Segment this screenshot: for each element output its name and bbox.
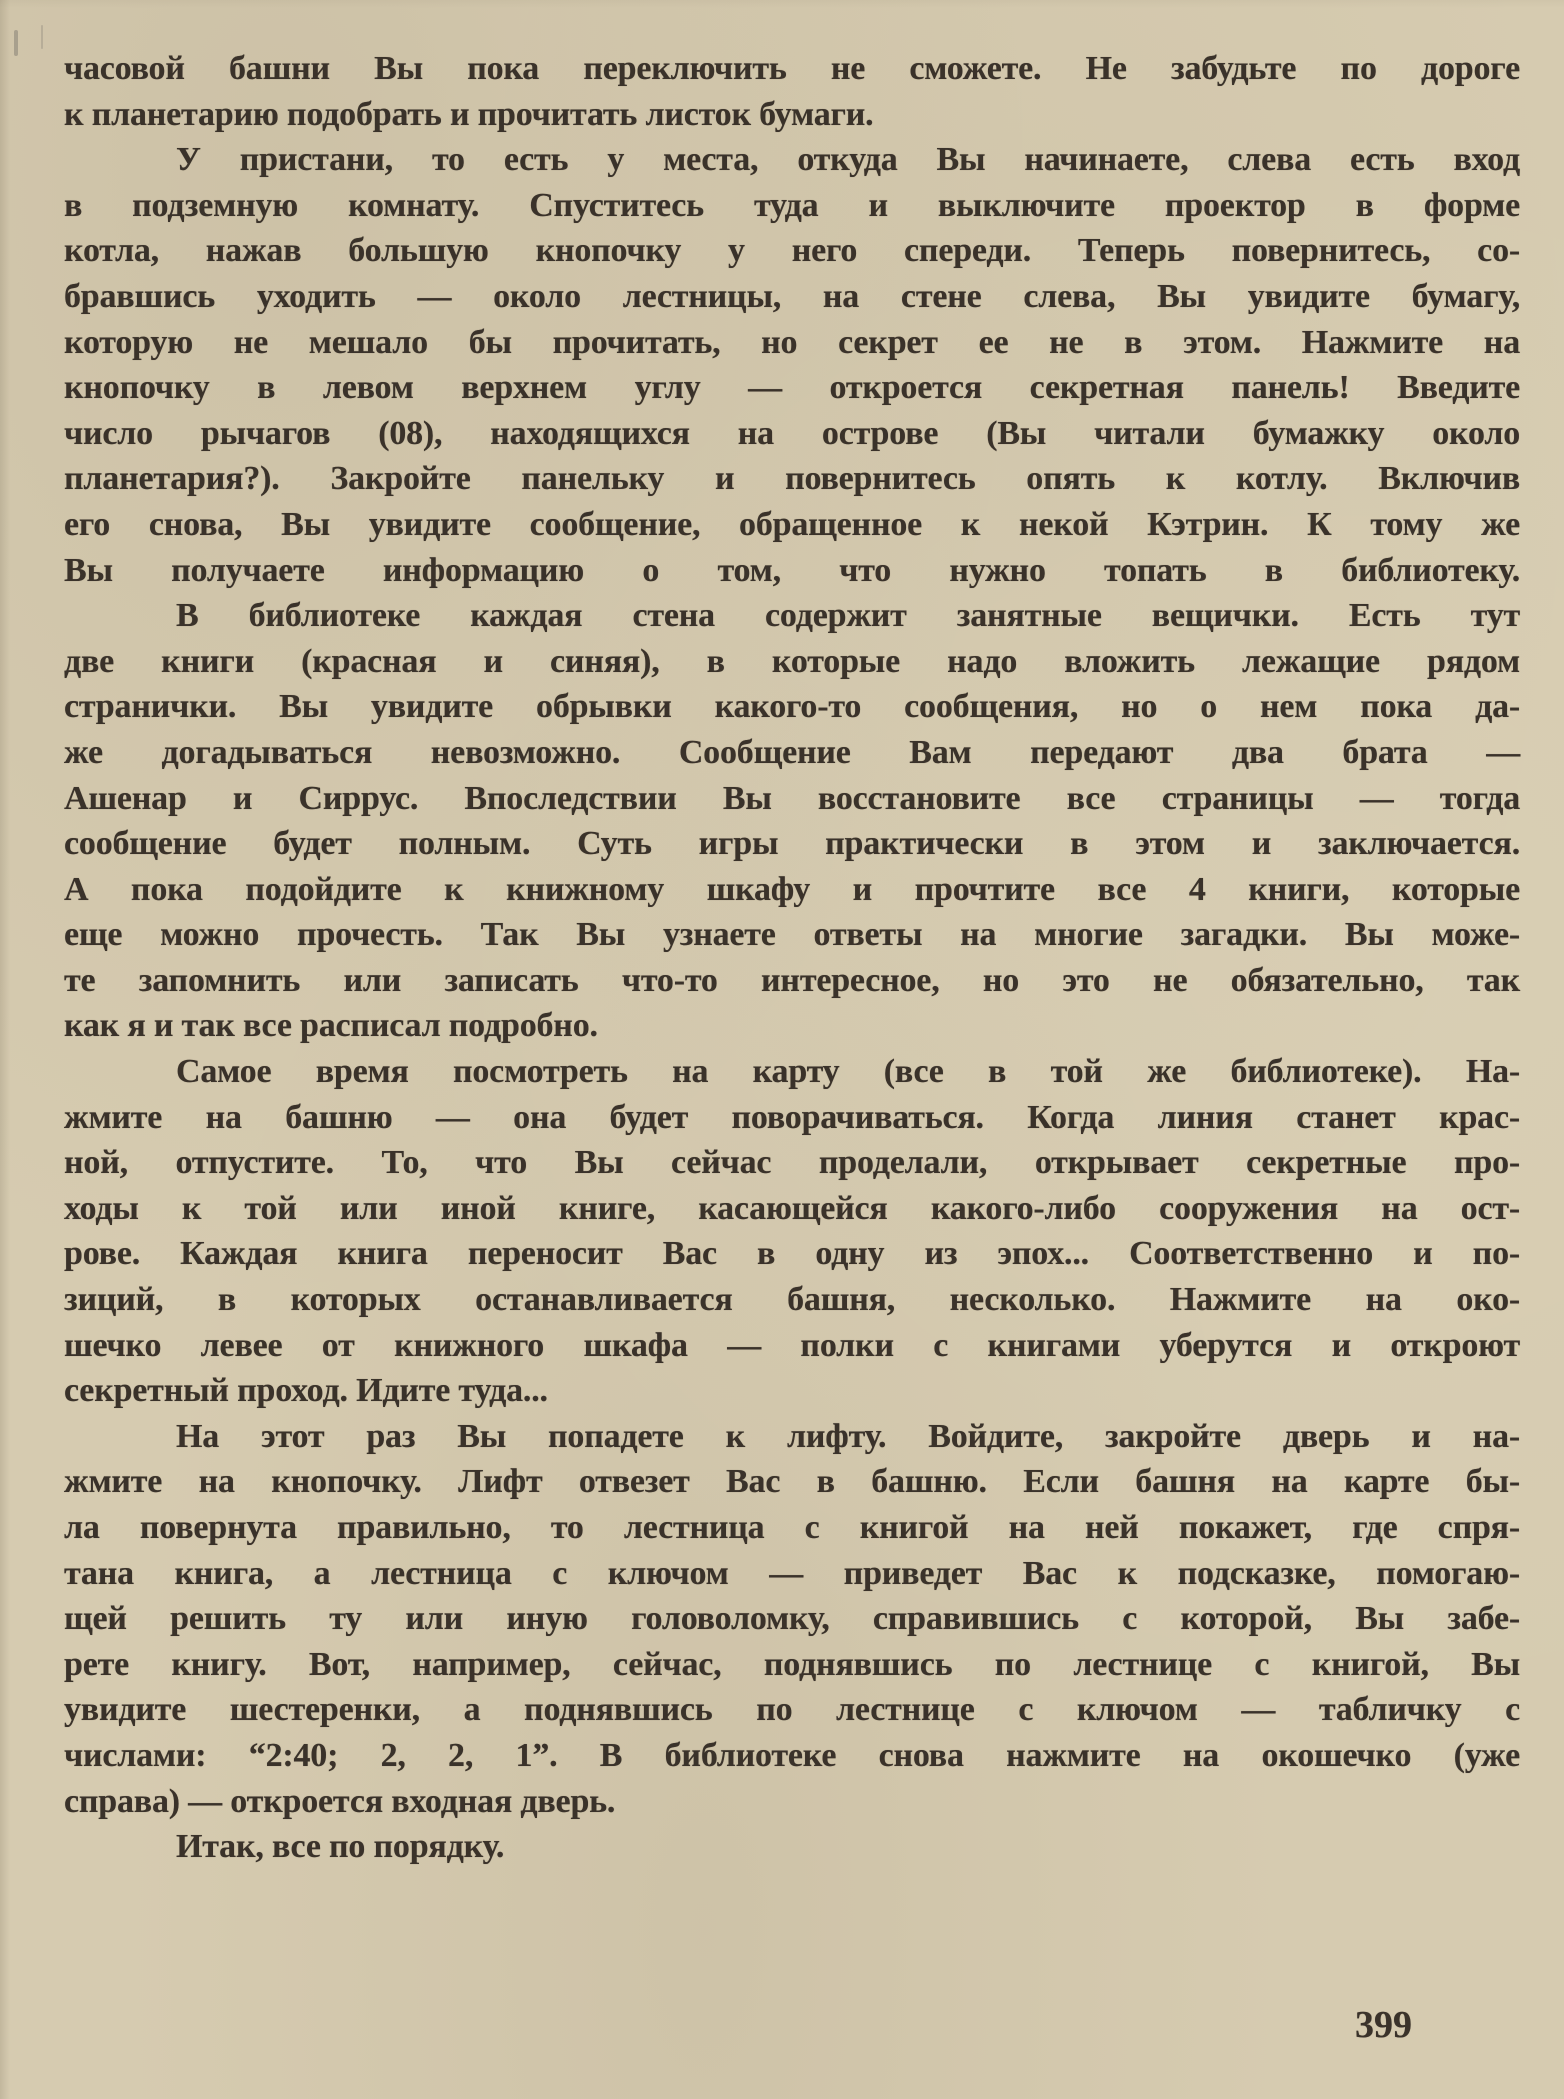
text-line: жмите на башню — она будет поворачиваться. Когда линия станет крас-: [64, 1098, 1520, 1136]
text-line: Самое время посмотреть на карту (все в той же библиотеке). На-: [176, 1053, 1520, 1091]
paragraph: [64, 593, 1520, 1049]
paragraph: [64, 1824, 1520, 1870]
text-line: рете книгу. Вот, например, сейчас, поднявшись по лестнице с книгой, Вы: [64, 1645, 1520, 1683]
text-line: ной, отпустите. То, что Вы сейчас проделали, открывает секретные про-: [64, 1144, 1520, 1182]
text-line: ходы к той или иной книге, касающейся какого-либо сооружения на ост-: [64, 1189, 1520, 1227]
text-line: кнопочку в левом верхнем углу — откроется секретная панель! Введите: [64, 369, 1520, 407]
paragraph: [64, 137, 1520, 593]
text-line: котла, нажав большую кнопочку у него спереди. Теперь повернитесь, со-: [64, 232, 1520, 270]
text-line: У пристани, то есть у места, откуда Вы начинаете, слева есть вход: [176, 141, 1520, 179]
text-line: числами: “2:40; 2, 2, 1”. В библиотеке снова нажмите на окошечко (уже: [64, 1736, 1520, 1774]
text-line: те запомнить или записать что-то интересное, но это не обязательно, так: [64, 961, 1520, 999]
text-line: которую не мешало бы прочитать, но секрет ее не в этом. Нажмите на: [64, 323, 1520, 361]
text-line: его снова, Вы увидите сообщение, обращенное к некой Кэтрин. К тому же: [64, 505, 1520, 543]
text-line: как я и так все расписал подробно.: [64, 1007, 598, 1045]
page-text: [64, 46, 1520, 1870]
text-line: На этот раз Вы попадете к лифту. Войдите, закройте дверь и на-: [176, 1417, 1520, 1455]
text-line: тана книга, а лестница с ключом — приведет Вас к подсказке, помогаю-: [64, 1554, 1520, 1592]
text-line: Вы получаете информацию о том, что нужно топать в библиотеку.: [64, 551, 1520, 589]
text-line: В библиотеке каждая стена содержит занятные вещички. Есть тут: [176, 597, 1520, 635]
text-line: зиций, в которых останавливается башня, несколько. Нажмите на око-: [64, 1281, 1520, 1319]
text-line: еще можно прочесть. Так Вы узнаете ответы на многие загадки. Вы може-: [64, 916, 1520, 954]
text-line: число рычагов (08), находящихся на острове (Вы читали бумажку около: [64, 414, 1520, 452]
text-line: сообщение будет полным. Суть игры практически в этом и заключается.: [64, 825, 1520, 863]
text-line: ла повернута правильно, то лестница с книгой на ней покажет, где спря-: [64, 1509, 1520, 1546]
text-line: щей решить ту или иную головоломку, справившись с которой, Вы забе-: [64, 1600, 1520, 1638]
text-line: справа) — откроется входная дверь.: [64, 1782, 616, 1820]
text-line: часовой башни Вы пока переключить не сможете. Не забудьте по дороге: [64, 50, 1520, 87]
text-line: планетария?). Закройте панельку и повернитесь опять к котлу. Включив: [64, 460, 1520, 498]
text-line: бравшись уходить — около лестницы, на стене слева, Вы увидите бумагу,: [64, 277, 1520, 315]
text-line: рове. Каждая книга переносит Вас в одну из эпох... Соответственно и по-: [64, 1235, 1520, 1273]
text-line: странички. Вы увидите обрывки какого-то сообщения, но о нем пока да-: [64, 688, 1520, 726]
text-line: к планетарию подобрать и прочитать листок бумаги.: [64, 95, 874, 133]
paragraph: [64, 46, 1520, 137]
paragraph: [64, 1414, 1520, 1824]
text-line: Итак, все по порядку.: [176, 1828, 505, 1866]
text-line: в подземную комнату. Спуститесь туда и выключите проектор в форме: [64, 186, 1520, 224]
paragraph: [64, 1049, 1520, 1414]
page-number: 399: [1355, 2004, 1412, 2046]
text-line: А пока подойдите к книжному шкафу и прочтите все 4 книги, которые: [64, 870, 1520, 908]
text-line: жмите на кнопочку. Лифт отвезет Вас в башню. Если башня на карте бы-: [64, 1463, 1520, 1501]
text-line: увидите шестеренки, а поднявшись по лестнице с ключом — табличку с: [64, 1691, 1520, 1729]
text-line: две книги (красная и синяя), в которые надо вложить лежащие рядом: [64, 642, 1520, 680]
text-line: же догадываться невозможно. Сообщение Вам передают два брата —: [64, 733, 1520, 771]
text-line: шечко левее от книжного шкафа — полки с книгами уберутся и откроют: [64, 1326, 1520, 1364]
text-line: Ашенар и Сиррус. Впоследствии Вы восстановите все страницы — тогда: [64, 779, 1520, 817]
text-line: секретный проход. Идите туда...: [64, 1372, 548, 1410]
